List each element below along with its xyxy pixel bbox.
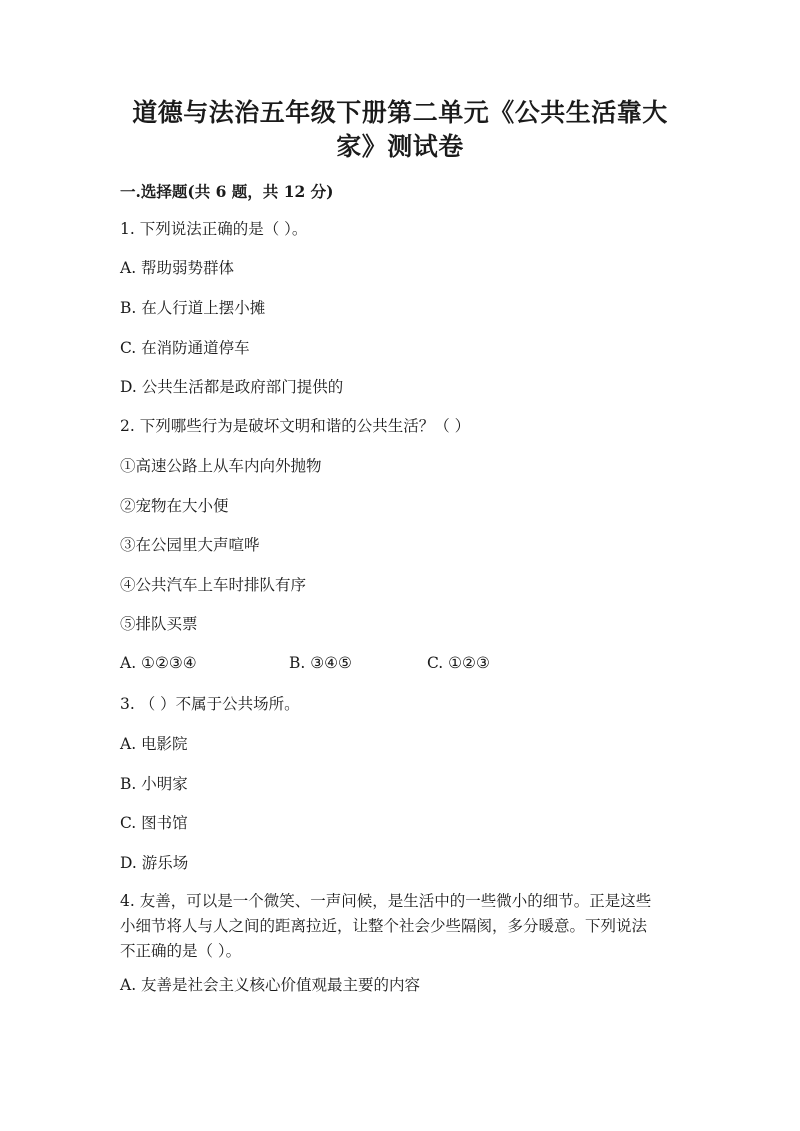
question-3-stem: 3. （ ）不属于公共场所。: [120, 695, 300, 713]
exam-title-line1: 道德与法治五年级下册第二单元《公共生活靠大: [132, 98, 668, 127]
question-4-stem: [120, 889, 680, 964]
exam-title: [120, 96, 680, 164]
section-heading: 一.选择题(共 6 题，共 12 分): [120, 182, 334, 201]
question-2-item-5: ⑤排队买票: [120, 615, 198, 633]
question-1-option-a: A. 帮助弱势群体: [120, 259, 235, 277]
question-2-option-b: B. ③④⑤: [289, 654, 352, 672]
question-1-option-b: B. 在人行道上摆小摊: [120, 299, 266, 317]
exam-title-line2: 家》测试卷: [336, 132, 464, 161]
question-2-item-3: ③在公园里大声喧哗: [120, 536, 260, 554]
question-1-stem: 1. 下列说法正确的是（ ）。: [120, 220, 308, 238]
question-3-option-c: C. 图书馆: [120, 814, 188, 832]
question-4-stem-line1: 4. 友善，可以是一个微笑、一声问候，是生活中的一些微小的细节。正是这些: [120, 892, 652, 910]
question-3-option-d: D. 游乐场: [120, 854, 189, 872]
question-2-option-c: C. ①②③: [427, 654, 490, 672]
question-2-option-a: A. ①②③④: [120, 654, 197, 672]
question-2-item-1: ①高速公路上从车内向外抛物: [120, 457, 322, 475]
question-4-stem-line3: 不正确的是（ ）。: [120, 942, 242, 960]
question-1-option-c: C. 在消防通道停车: [120, 339, 250, 357]
question-4-stem-line2: 小细节将人与人之间的距离拉近，让整个社会少些隔阂，多分暖意。下列说法: [120, 917, 648, 935]
question-3-option-a: A. 电影院: [120, 735, 188, 753]
question-1-option-d: D. 公共生活都是政府部门提供的: [120, 378, 344, 396]
question-2-stem: 2. 下列哪些行为是破坏文明和谐的公共生活？（ ）: [120, 417, 471, 435]
question-2-item-2: ②宠物在大小便: [120, 497, 229, 515]
question-2-item-4: ④公共汽车上车时排队有序: [120, 576, 307, 594]
question-4-option-a: A. 友善是社会主义核心价值观最主要的内容: [120, 976, 421, 994]
question-3-option-b: B. 小明家: [120, 775, 188, 793]
